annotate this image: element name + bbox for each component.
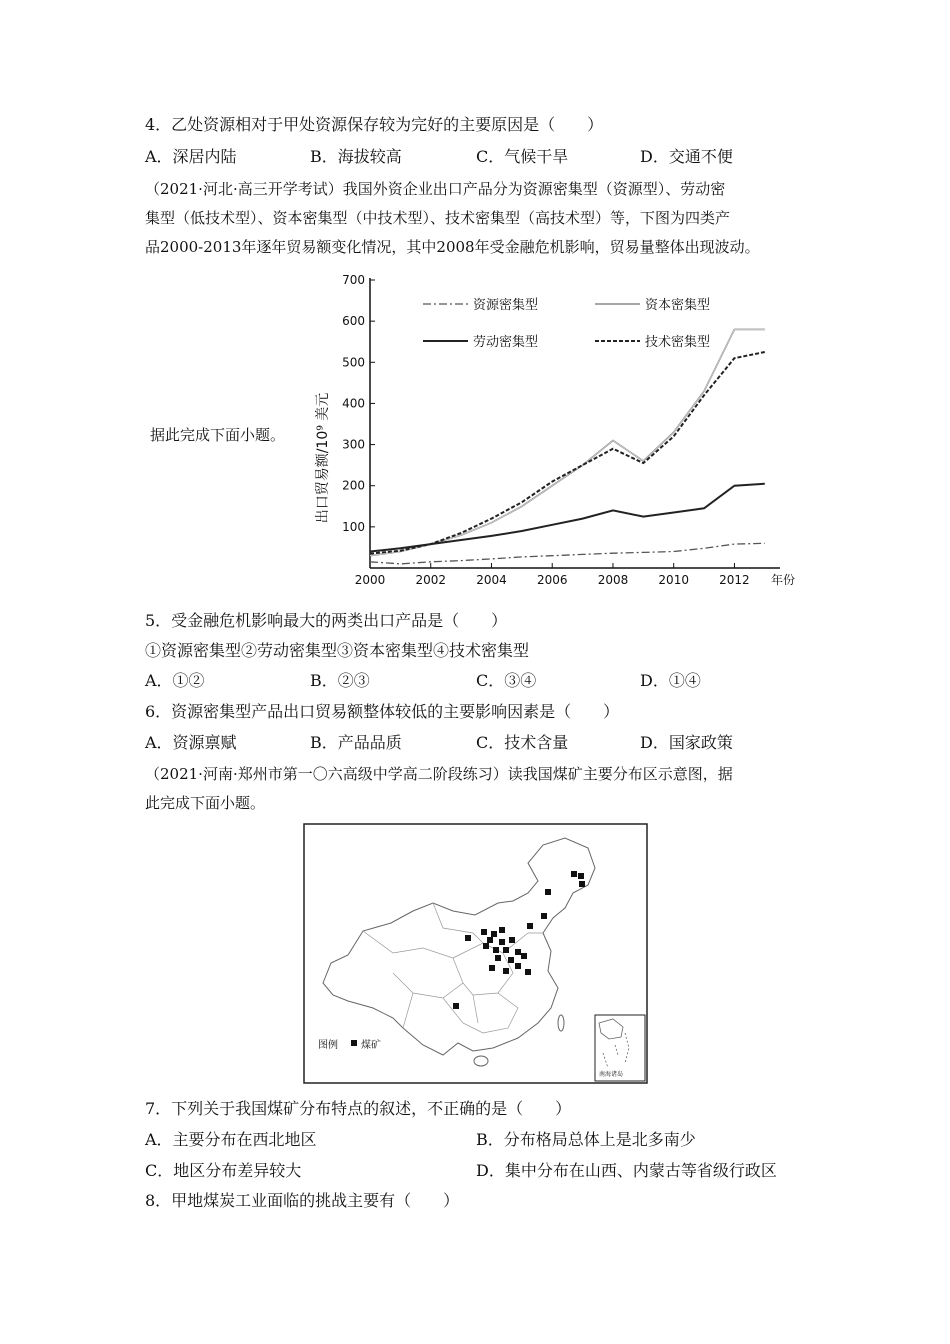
coal-mine-marker <box>578 873 584 879</box>
q8-stem: 8．甲地煤炭工业面临的挑战主要有（ ） <box>145 1191 460 1210</box>
q7-stem: 7．下列关于我国煤矿分布特点的叙述，不正确的是（ ） <box>145 1099 572 1118</box>
q4-stem: 4．乙处资源相对于甲处资源保存较为完好的主要原因是（ ） <box>145 115 604 134</box>
q5-option-d: D．①④ <box>640 671 701 690</box>
q6-option-a: A．资源禀赋 <box>145 733 237 752</box>
coal-mine-marker <box>509 937 515 943</box>
coal-mine-marker <box>525 969 531 975</box>
coal-mine-map <box>303 823 648 1084</box>
chart-x-tick-label: 2010 <box>658 573 689 587</box>
coal-mine-marker <box>465 935 471 941</box>
chart-series-line-0 <box>370 543 765 564</box>
chart-legend-label-1: 资本密集型 <box>645 298 711 313</box>
coal-mine-marker <box>503 968 509 974</box>
coal-mine-marker <box>579 881 585 887</box>
coal-mine-marker <box>483 943 489 949</box>
chart-x-unit-label: 年份 <box>770 573 796 587</box>
coal-mine-marker <box>545 889 551 895</box>
chart-x-tick-label: 2002 <box>415 573 447 587</box>
chart-x-tick-label: 2008 <box>597 573 629 587</box>
chart-y-label: 出口贸易额/10⁹ 美元 <box>315 392 331 524</box>
intro2-line2: 此完成下面小题。 <box>145 794 266 812</box>
chart-series-line-3 <box>370 352 765 554</box>
chart-y-tick-label: 700 <box>342 273 365 287</box>
chart-series-line-2 <box>370 484 765 552</box>
coal-mine-marker <box>453 1003 459 1009</box>
q6-stem: 6．资源密集型产品出口贸易额整体较低的主要影响因素是（ ） <box>145 702 620 721</box>
chart-y-tick-label: 400 <box>342 396 365 411</box>
q5-option-a: A．①② <box>145 671 205 690</box>
coal-mine-marker <box>521 953 527 959</box>
map-legend-mine-marker <box>351 1040 357 1046</box>
coal-mine-marker <box>571 871 577 877</box>
coal-mine-marker <box>493 947 499 953</box>
chart-y-tick-label: 500 <box>342 355 365 370</box>
intro1-tail: 据此完成下面小题。 <box>150 426 286 444</box>
q5-stem: 5．受金融危机影响最大的两类出口产品是（ ） <box>145 611 508 630</box>
q4-option-a: A．深居内陆 <box>145 147 237 166</box>
coal-mine-marker <box>499 939 505 945</box>
q7-option-b: B．分布格局总体上是北多南少 <box>476 1130 696 1149</box>
q6-option-c: C．技术含量 <box>476 733 569 752</box>
q4-option-c: C．气候干旱 <box>476 147 569 166</box>
trade-chart <box>305 268 800 593</box>
q6-option-b: B．产品品质 <box>310 733 402 752</box>
q5-option-b: B．②③ <box>310 671 370 690</box>
coal-mine-marker <box>487 937 493 943</box>
coal-mine-marker <box>499 927 505 933</box>
intro1-line3: 品2000-2013年逐年贸易额变化情况，其中2008年受金融危机影响，贸易量整体出现波动。 <box>145 238 760 256</box>
q4-option-b: B．海拔较高 <box>310 147 402 166</box>
chart-y-tick-label: 100 <box>342 519 365 534</box>
coal-mine-marker <box>481 929 487 935</box>
chart-y-tick-label: 200 <box>342 478 365 493</box>
inset-label: 南海诸岛 <box>599 1071 624 1078</box>
q7-option-c: C．地区分布差异较大 <box>145 1161 302 1180</box>
chart-x-tick-label: 2006 <box>536 573 568 587</box>
chart-y-tick-label: 300 <box>342 437 365 452</box>
coal-mine-marker <box>491 931 497 937</box>
chart-x-tick-label: 2000 <box>354 573 386 587</box>
map-legend-mine-label: 煤矿 <box>361 1040 381 1051</box>
q7-option-a: A．主要分布在西北地区 <box>145 1130 317 1149</box>
coal-mine-marker <box>515 963 521 969</box>
q4-option-d: D．交通不便 <box>640 147 733 166</box>
coal-mine-marker <box>503 947 509 953</box>
map-legend-title: 图例 <box>318 1040 338 1051</box>
intro1-line1: （2021·河北·高三开学考试）我国外资企业出口产品分为资源密集型（资源型）、劳动密 <box>145 180 726 198</box>
q6-option-d: D．国家政策 <box>640 733 733 752</box>
q5-option-c: C．③④ <box>476 671 537 690</box>
coal-mine-marker <box>527 923 533 929</box>
coal-mine-marker <box>541 913 547 919</box>
intro2-line1: （2021·河南·郑州市第一〇六高级中学高二阶段练习）读我国煤矿主要分布区示意图，据 <box>145 765 733 783</box>
coal-mine-marker <box>515 949 521 955</box>
intro-passage-1 <box>145 175 805 262</box>
chart-legend-label-2: 劳动密集型 <box>473 335 539 350</box>
chart-legend-label-3: 技术密集型 <box>645 335 711 350</box>
coal-mine-marker <box>489 965 495 971</box>
intro-passage-2 <box>145 760 805 818</box>
chart-legend-label-0: 资源密集型 <box>473 298 539 313</box>
coal-mine-marker <box>508 957 514 963</box>
chart-x-tick-label: 2012 <box>719 573 750 587</box>
q5-items: ①资源密集型②劳动密集型③资本密集型④技术密集型 <box>145 641 530 660</box>
coal-mine-marker <box>495 955 501 961</box>
q7-option-d: D．集中分布在山西、内蒙古等省级行政区 <box>476 1161 777 1180</box>
intro1-line2: 集型（低技术型）、资本密集型（中技术型）、技术密集型（高技术型）等，下图为四类产 <box>145 209 731 227</box>
chart-x-tick-label: 2004 <box>476 573 507 587</box>
chart-y-tick-label: 600 <box>342 314 365 329</box>
